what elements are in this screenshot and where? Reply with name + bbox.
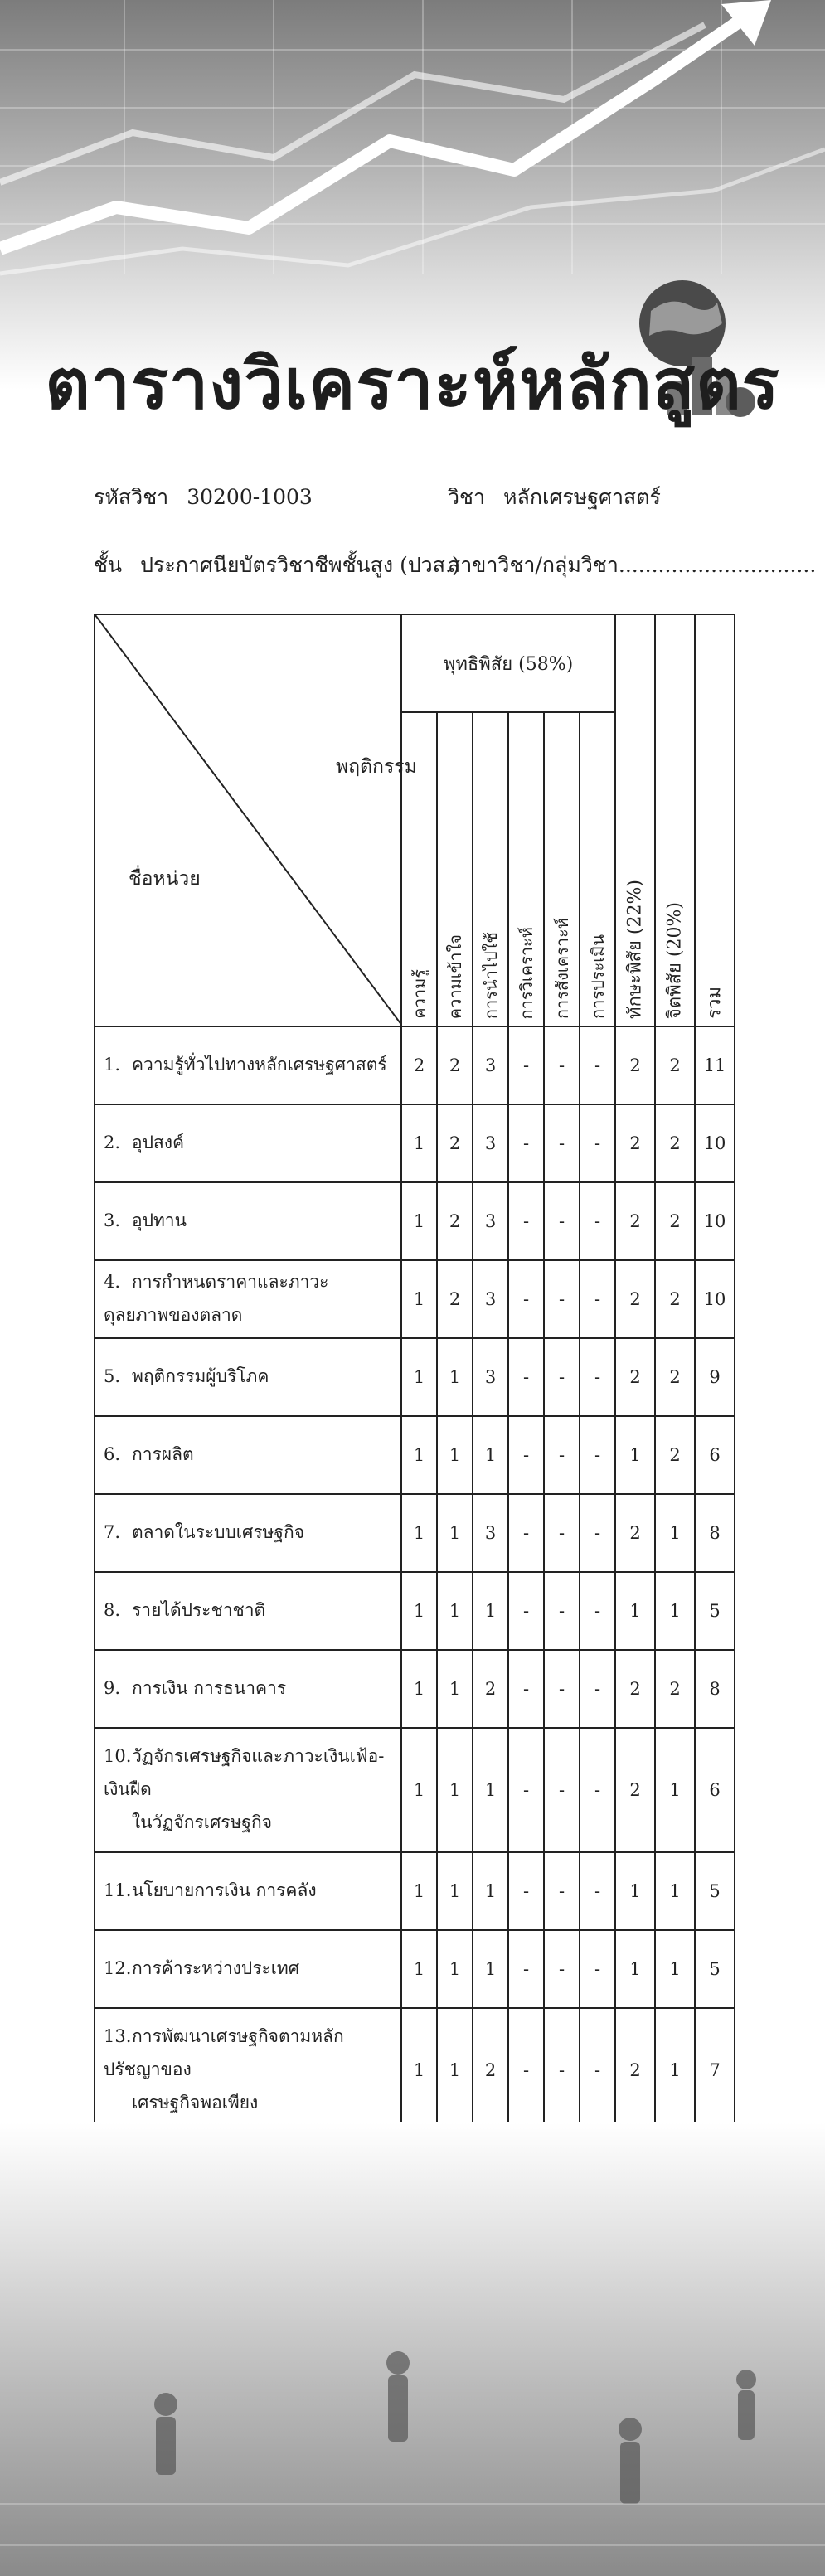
- score-cell: 7: [695, 2008, 735, 2132]
- col-header: ความเข้าใจ: [437, 712, 473, 1026]
- score-cell: 1: [655, 1572, 695, 1650]
- score-cell: 2: [401, 1026, 437, 1104]
- diagonal-header-cell: [95, 614, 417, 1026]
- score-cell: -: [544, 1104, 580, 1182]
- score-cell: -: [580, 2008, 615, 2132]
- score-cell: 1: [401, 1728, 437, 1852]
- page-title: ตารางวิเคราะห์หลักสูตร: [45, 342, 780, 424]
- score-cell: -: [544, 1650, 580, 1728]
- score-cell: 1: [615, 1852, 655, 1930]
- score-cell: -: [580, 1572, 615, 1650]
- score-cell: 3: [473, 1494, 508, 1572]
- curriculum-table: [94, 614, 735, 2370]
- unit-name-label: ชื่อหน่วย: [129, 868, 201, 890]
- score-cell: 1: [401, 1572, 437, 1650]
- score-cell: 2: [655, 1260, 695, 1338]
- score-cell: -: [508, 1182, 544, 1260]
- score-cell: 2: [615, 1182, 655, 1260]
- score-cell: 10: [695, 1260, 735, 1338]
- score-cell: 1: [401, 2008, 437, 2132]
- unit-row: [95, 1572, 735, 1650]
- unit-name: 9. การเงิน การธนาคาร: [95, 1650, 401, 1728]
- unit-name: 12.การค้าระหว่างประเทศ: [95, 1930, 401, 2008]
- field-label: สาขาวิชา/กลุ่มวิชา..............................: [448, 553, 817, 577]
- unit-name: 6. การผลิต: [95, 1416, 401, 1494]
- score-cell: 2: [655, 1026, 695, 1104]
- score-cell: 1: [437, 1852, 473, 1930]
- score-cell: -: [544, 1260, 580, 1338]
- score-cell: 2: [437, 1104, 473, 1182]
- score-cell: 1: [437, 1728, 473, 1852]
- score-cell: -: [544, 1494, 580, 1572]
- score-cell: -: [544, 1728, 580, 1852]
- score-cell: -: [508, 1260, 544, 1338]
- score-cell: 1: [401, 1494, 437, 1572]
- score-cell: 1: [401, 1338, 437, 1416]
- score-cell: 3: [473, 1182, 508, 1260]
- score-cell: 1: [473, 1728, 508, 1852]
- score-cell: 1: [401, 1182, 437, 1260]
- score-cell: 1: [655, 1728, 695, 1852]
- cognitive-header: พุทธิพิสัย (58%): [401, 614, 615, 712]
- score-cell: -: [508, 1572, 544, 1650]
- unit-row: [95, 1260, 735, 1338]
- score-cell: -: [544, 1026, 580, 1104]
- score-cell: -: [544, 1182, 580, 1260]
- col-header: การประเมิน: [580, 712, 615, 1026]
- score-cell: -: [508, 1338, 544, 1416]
- score-cell: 2: [655, 1182, 695, 1260]
- score-cell: -: [508, 1104, 544, 1182]
- score-cell: 8: [695, 1494, 735, 1572]
- score-cell: 2: [473, 2008, 508, 2132]
- score-cell: 3: [473, 1260, 508, 1338]
- score-cell: -: [508, 1930, 544, 2008]
- unit-row: [95, 1852, 735, 1930]
- score-cell: 2: [473, 1650, 508, 1728]
- unit-name: 4. การกำหนดราคาและภาวะดุลยภาพของตลาด: [95, 1260, 401, 1338]
- score-cell: -: [544, 1930, 580, 2008]
- score-cell: 2: [655, 1416, 695, 1494]
- score-cell: -: [580, 1260, 615, 1338]
- score-cell: 1: [473, 1572, 508, 1650]
- score-cell: 1: [473, 1930, 508, 2008]
- affective-header: จิตพิสัย (20%): [655, 614, 695, 1026]
- score-cell: 10: [695, 1182, 735, 1260]
- score-cell: 2: [615, 1494, 655, 1572]
- unit-row: [95, 1494, 735, 1572]
- score-cell: -: [580, 1338, 615, 1416]
- score-cell: -: [544, 1852, 580, 1930]
- score-cell: 2: [655, 1650, 695, 1728]
- score-cell: 1: [401, 1650, 437, 1728]
- score-cell: 2: [615, 2008, 655, 2132]
- score-cell: 1: [401, 1930, 437, 2008]
- score-cell: 3: [473, 1104, 508, 1182]
- score-cell: 2: [615, 1260, 655, 1338]
- score-cell: 1: [615, 1416, 655, 1494]
- score-cell: -: [544, 2008, 580, 2132]
- total-header: รวม: [695, 614, 735, 1026]
- score-cell: 1: [401, 1104, 437, 1182]
- unit-row: [95, 1728, 735, 1852]
- col-header: การนำไปใช้: [473, 712, 508, 1026]
- score-cell: -: [580, 1728, 615, 1852]
- score-cell: 1: [437, 1650, 473, 1728]
- score-cell: -: [508, 2008, 544, 2132]
- score-cell: 1: [437, 2008, 473, 2132]
- score-cell: 1: [437, 1572, 473, 1650]
- score-cell: 2: [615, 1650, 655, 1728]
- score-cell: -: [508, 1026, 544, 1104]
- unit-row: [95, 1104, 735, 1182]
- score-cell: 1: [437, 1930, 473, 2008]
- score-cell: 1: [401, 1260, 437, 1338]
- score-cell: -: [580, 1930, 615, 2008]
- subject-name: วิชา หลักเศรษฐศาสตร์: [448, 485, 661, 509]
- score-cell: 6: [695, 1728, 735, 1852]
- unit-row: [95, 1930, 735, 2008]
- score-cell: -: [580, 1650, 615, 1728]
- unit-name: 11.นโยบายการเงิน การคลัง: [95, 1852, 401, 1930]
- unit-name: 2. อุปสงค์: [95, 1104, 401, 1182]
- unit-row: [95, 1416, 735, 1494]
- score-cell: 2: [615, 1338, 655, 1416]
- unit-row: [95, 1026, 735, 1104]
- business-people-decoration: [0, 2156, 825, 2576]
- score-cell: -: [580, 1104, 615, 1182]
- unit-name: 1. ความรู้ทั่วไปทางหลักเศรษฐศาสตร์: [95, 1026, 401, 1104]
- unit-row: [95, 1338, 735, 1416]
- unit-name: 7. ตลาดในระบบเศรษฐกิจ: [95, 1494, 401, 1572]
- score-cell: 1: [401, 1852, 437, 1930]
- score-cell: -: [544, 1338, 580, 1416]
- score-cell: 1: [437, 1338, 473, 1416]
- score-cell: 1: [473, 1852, 508, 1930]
- unit-name: 13.การพัฒนาเศรษฐกิจตามหลักปรัชญาของ เศรษฐกิจพอเพียง: [95, 2008, 401, 2132]
- score-cell: -: [544, 1416, 580, 1494]
- score-cell: -: [508, 1416, 544, 1494]
- score-cell: -: [508, 1650, 544, 1728]
- score-cell: 5: [695, 1930, 735, 2008]
- score-cell: 2: [437, 1182, 473, 1260]
- unit-name: 8. รายได้ประชาชาติ: [95, 1572, 401, 1650]
- score-cell: -: [508, 1852, 544, 1930]
- score-cell: 5: [695, 1572, 735, 1650]
- score-cell: 1: [655, 1930, 695, 2008]
- skill-header: ทักษะพิสัย (22%): [615, 614, 655, 1026]
- unit-row: [95, 1182, 735, 1260]
- score-cell: 2: [655, 1104, 695, 1182]
- score-cell: 1: [655, 1852, 695, 1930]
- col-header: การสังเคราะห์: [544, 712, 580, 1026]
- score-cell: 2: [437, 1260, 473, 1338]
- score-cell: 1: [615, 1572, 655, 1650]
- unit-name: 10.วัฏจักรเศรษฐกิจและภาวะเงินเฟ้อ-เงินฝืด ในวัฏจักรเศรษฐกิจ: [95, 1728, 401, 1852]
- behavior-label: พฤติกรรม: [336, 756, 417, 778]
- score-cell: 1: [437, 1494, 473, 1572]
- score-cell: 3: [473, 1338, 508, 1416]
- unit-name: 3. อุปทาน: [95, 1182, 401, 1260]
- score-cell: 2: [437, 1026, 473, 1104]
- score-cell: -: [580, 1852, 615, 1930]
- subject-code: รหัสวิชา 30200-1003: [94, 485, 313, 509]
- score-cell: -: [580, 1182, 615, 1260]
- score-cell: 8: [695, 1650, 735, 1728]
- score-cell: 2: [615, 1026, 655, 1104]
- score-cell: 11: [695, 1026, 735, 1104]
- score-cell: 1: [655, 1494, 695, 1572]
- score-cell: -: [544, 1572, 580, 1650]
- score-cell: -: [580, 1416, 615, 1494]
- score-cell: 2: [615, 1728, 655, 1852]
- score-cell: 9: [695, 1338, 735, 1416]
- score-cell: 5: [695, 1852, 735, 1930]
- score-cell: 2: [615, 1104, 655, 1182]
- score-cell: 2: [655, 1338, 695, 1416]
- score-cell: 1: [437, 1416, 473, 1494]
- score-cell: -: [580, 1494, 615, 1572]
- score-cell: -: [508, 1728, 544, 1852]
- score-cell: 10: [695, 1104, 735, 1182]
- score-cell: 1: [473, 1416, 508, 1494]
- col-header: การวิเคราะห์: [508, 712, 544, 1026]
- score-cell: -: [508, 1494, 544, 1572]
- col-header: ความรู้: [401, 712, 437, 1026]
- unit-name: 5. พฤติกรรมผู้บริโภค: [95, 1338, 401, 1416]
- score-cell: -: [580, 1026, 615, 1104]
- score-cell: 6: [695, 1416, 735, 1494]
- unit-row: [95, 1650, 735, 1728]
- score-cell: 1: [655, 2008, 695, 2132]
- score-cell: 3: [473, 1026, 508, 1104]
- level: ชั้น ประกาศนียบัตรวิชาชีพชั้นสูง (ปวส.): [94, 553, 460, 577]
- unit-row: [95, 2008, 735, 2132]
- score-cell: 1: [615, 1930, 655, 2008]
- score-cell: 1: [401, 1416, 437, 1494]
